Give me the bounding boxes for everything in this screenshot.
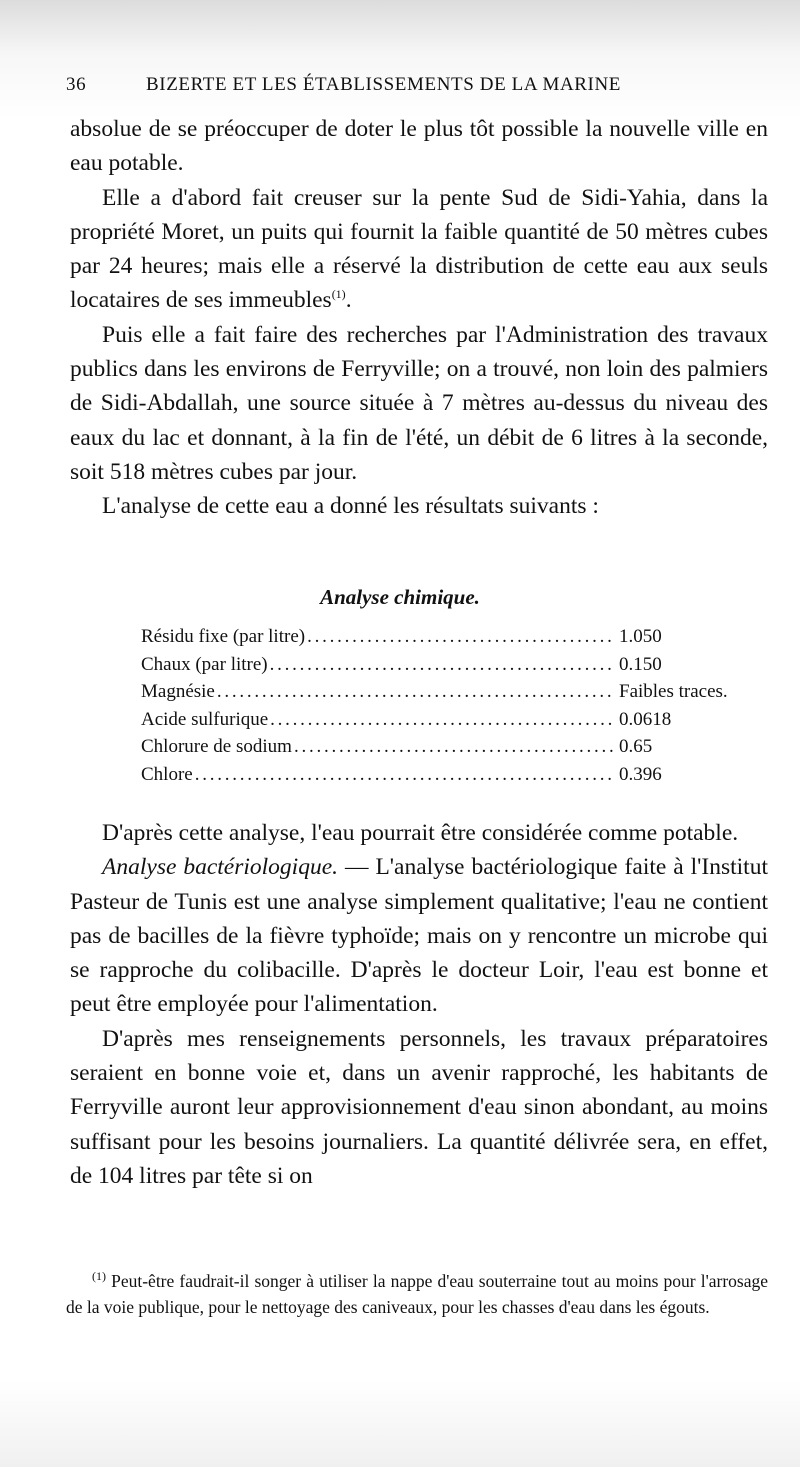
row-label: Chlore <box>141 763 193 785</box>
chemical-analysis-table <box>141 626 761 792</box>
footnote-reference-suffix: . <box>345 287 352 314</box>
row-value: Faibles traces. <box>619 681 728 703</box>
dot-leader <box>195 764 613 786</box>
body-text-bottom <box>70 816 768 1193</box>
row-label: Chlorure de sodium <box>141 736 292 758</box>
footnote-reference: (1) <box>331 287 346 302</box>
row-label: Résidu fixe (par litre) <box>141 626 306 647</box>
paragraph-analysis-intro: L'analyse de cette eau a donné les résultats suivants : <box>102 493 599 520</box>
dot-leader <box>307 626 613 648</box>
footnote <box>66 1268 768 1320</box>
dot-leader <box>270 709 613 731</box>
row-value: 0.0618 <box>619 708 672 730</box>
row-label: Chaux (par litre) <box>141 653 268 675</box>
bacteriology-text: — L'analyse bactériologique faite à l'Institut Pasteur de Tunis est une analyse simplement qualitative; l'eau ne contient pas de bacilles de la fièvre typhoïde; mais on y rencontre un microbe qui se rapproche du colibacille. D'après le docteur Loir, l'eau est bonne et peut être employée pour l'alimentation. <box>70 854 768 1018</box>
paragraph-source: Puis elle a fait faire des recherches par l'Administration des travaux publics dans les environs de Ferryville; on a trouvé, non loin des palmiers de Sidi-Abdallah, une source située à 7 mètres au-dessus du niveau des eaux du lac et donnant, à la fin de l'été, un débit de 6 litres à la seconde, soit 518 mètres cubes par jour. <box>70 321 768 485</box>
body-text-top <box>70 112 768 524</box>
bacteriology-lead: Analyse bactériologique. <box>102 854 339 881</box>
table-row <box>141 681 761 709</box>
row-value: 1.050 <box>619 626 662 647</box>
paragraph-well <box>70 181 768 318</box>
table-row <box>141 654 761 682</box>
dot-leader <box>270 654 613 676</box>
footnote-marker: (1) <box>92 1269 106 1284</box>
row-label: Acide sulfurique <box>141 708 269 730</box>
table-row <box>141 626 761 654</box>
paragraph-bacteriology <box>70 850 768 1021</box>
dot-leader <box>217 681 613 703</box>
footnotes <box>66 1268 768 1320</box>
paragraph-potable: D'après cette analyse, l'eau pourrait être considérée comme potable. <box>102 820 739 846</box>
row-value: 0.150 <box>619 653 662 675</box>
running-header <box>66 74 706 96</box>
row-value: 0.396 <box>619 763 662 785</box>
footnote-text: Peut-être faudrait-il songer à utiliser la nappe d'eau souterraine tout au moins pour l'arrosage de la voie publique, pour le nettoyage des caniveaux, pour les chasses d'eau dans les égouts. <box>66 1271 768 1317</box>
dot-leader <box>294 736 613 758</box>
page-number: 36 <box>66 74 87 95</box>
table-row <box>141 764 761 792</box>
paragraph-well-text: Elle a d'abord fait creuser sur la pente Sud de Sidi-Yahia, dans la propriété Moret, un puits qui fournit la faible quantité de 50 mètres cubes par 24 heures; mais elle a réservé la distribution de cette eau aux seuls locataires de ses immeubles <box>70 184 768 314</box>
analysis-title: Analyse chimique. <box>320 585 480 609</box>
paragraph-continuation: absolue de se préoccuper de doter le plus tôt possible la nouvelle ville en eau potable. <box>70 116 768 177</box>
paragraph-supply: D'après mes renseignements personnels, les travaux préparatoires seraient en bonne voie et, dans un avenir rapproché, les habitants de Ferryville auront leur approvisionnement d'eau sinon abondant, au moins suffisant pour les besoins journaliers. La quantité délivrée sera, en effet, de 104 litres par tête si on <box>70 1025 768 1189</box>
row-label: Magnésie <box>141 681 215 703</box>
table-row <box>141 736 761 764</box>
table-row <box>141 709 761 737</box>
row-value: 0.65 <box>619 736 653 758</box>
running-title: BIZERTE ET LES ÉTABLISSEMENTS DE LA MARINE <box>146 74 622 95</box>
